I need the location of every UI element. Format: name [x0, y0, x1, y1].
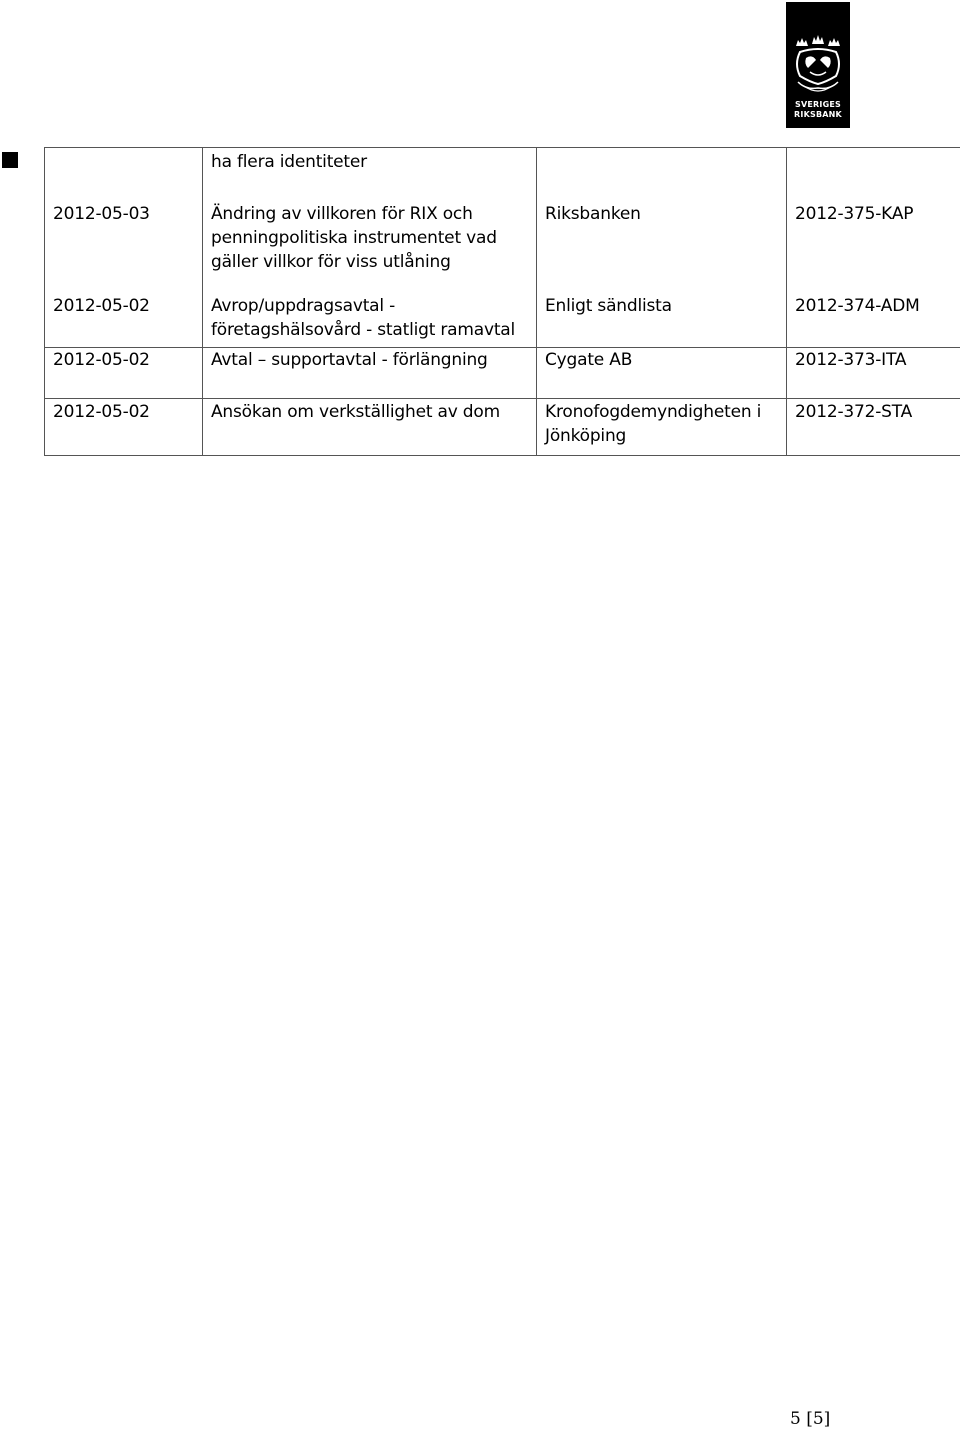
date-cell — [45, 148, 203, 199]
crown-emblem-icon — [786, 2, 850, 102]
party-cell: Enligt sändlista — [537, 289, 787, 348]
date-cell: 2012-05-02 — [45, 289, 203, 348]
reference-cell: 2012-373-ITA — [787, 348, 960, 399]
date-cell: 2012-05-03 — [45, 199, 203, 289]
bullet-square-icon — [2, 152, 18, 168]
party-cell: Kronofogdemyndigheten i Jönköping — [537, 399, 787, 456]
reference-cell: 2012-375-KAP — [787, 199, 960, 289]
subject-cell: Ändring av villkoren för RIX och penningpolitiska instrumentet vad gäller villkor för viss utlåning — [203, 199, 537, 289]
table-row — [45, 289, 960, 348]
party-cell: Riksbanken — [537, 199, 787, 289]
logo-text-line2: RIKSBANK — [794, 110, 842, 119]
party-cell — [537, 148, 787, 199]
register-table — [44, 147, 960, 456]
reference-cell — [787, 148, 960, 199]
subject-cell: Ansökan om verkställighet av dom — [203, 399, 537, 456]
party-cell: Cygate AB — [537, 348, 787, 399]
subject-cell: ha flera identiteter — [203, 148, 537, 199]
date-cell: 2012-05-02 — [45, 348, 203, 399]
table-row — [45, 148, 960, 199]
table-row — [45, 399, 960, 456]
logo-text-line1: SVERIGES — [795, 100, 841, 109]
subject-cell: Avrop/uppdragsavtal - företagshälsovård - statligt ramavtal — [203, 289, 537, 348]
reference-cell: 2012-374-ADM — [787, 289, 960, 348]
date-cell: 2012-05-02 — [45, 399, 203, 456]
table-row — [45, 348, 960, 399]
reference-cell: 2012-372-STA — [787, 399, 960, 456]
table-row — [45, 199, 960, 289]
subject-cell: Avtal – supportavtal - förlängning — [203, 348, 537, 399]
page-number: 5 [5] — [790, 1409, 831, 1429]
riksbank-logo — [786, 2, 850, 128]
